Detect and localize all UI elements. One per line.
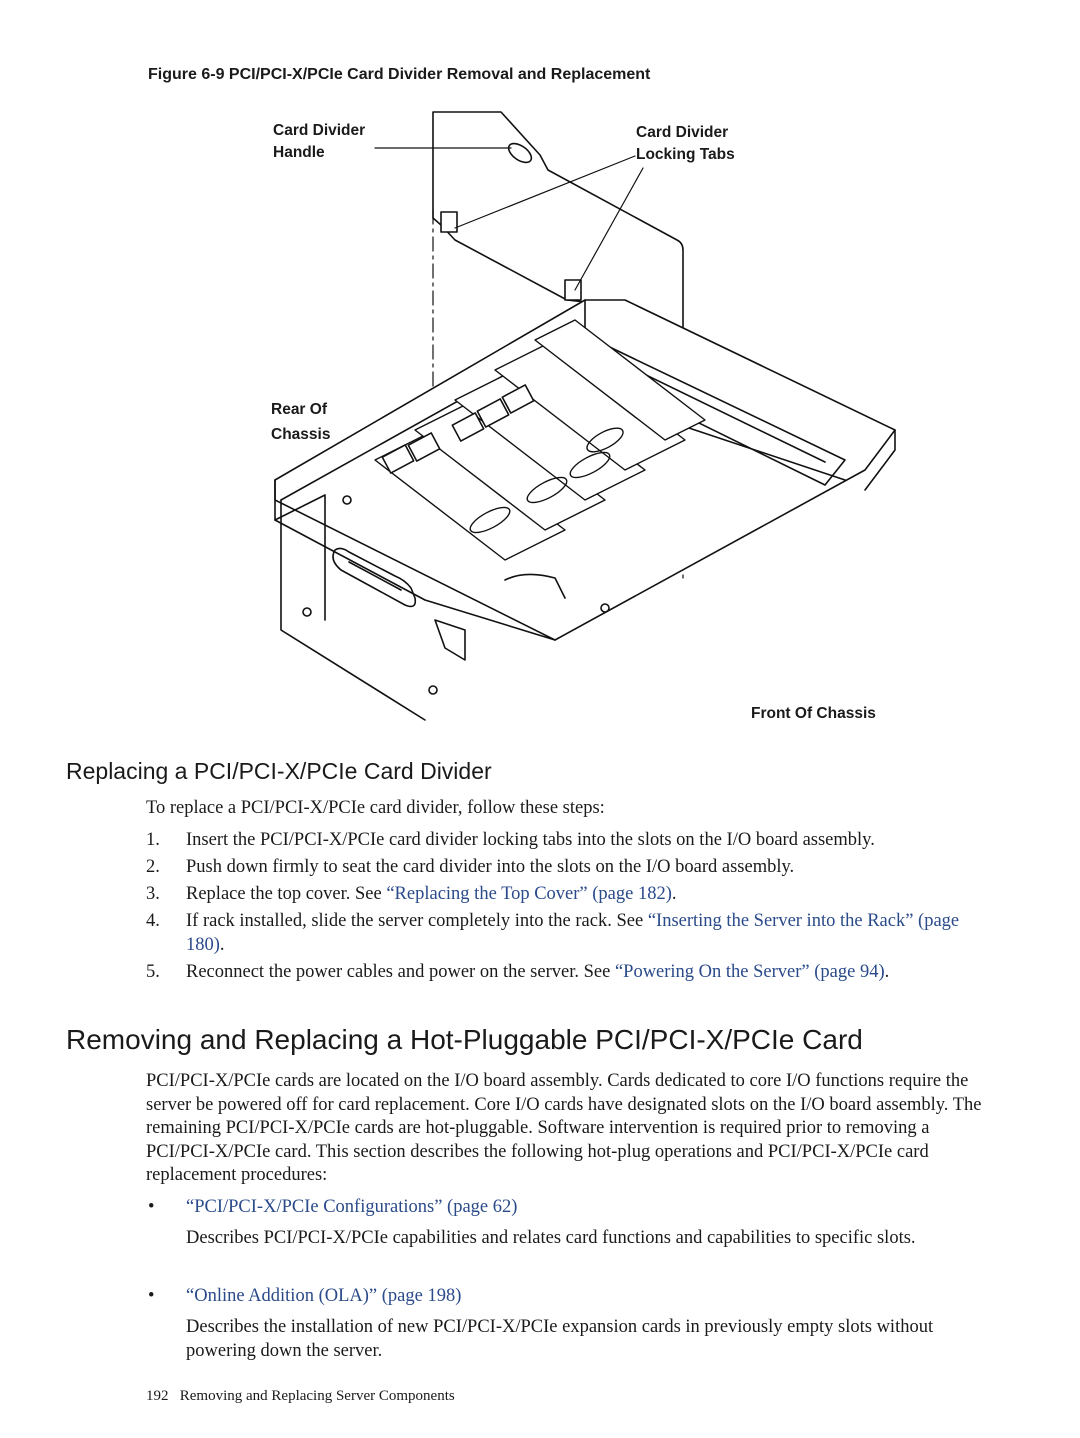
bullet-dot: •: [148, 1197, 155, 1217]
link-inserting-server-into-rack[interactable]: “Inserting the Server into the Rack” (page 180): [186, 911, 960, 955]
step-item: [146, 856, 986, 880]
callout-rear-line1: Rear Of: [271, 401, 327, 418]
link-replacing-top-cover[interactable]: “Replacing the Top Cover” (page 182): [386, 884, 672, 904]
step-text-after: .: [219, 934, 225, 955]
step-number: 5.: [146, 962, 160, 982]
step-item: [146, 910, 986, 957]
step-text-lead: Reconnect the power cables and power on the server. See: [186, 962, 615, 982]
locking-tab-left: [441, 212, 457, 232]
step-number: 2.: [146, 857, 160, 877]
section-heading-hotplug: Removing and Replacing a Hot-Pluggable PCI/PCI-X/PCIe Card: [66, 1024, 863, 1055]
step-number: 1.: [146, 830, 160, 850]
link-powering-on-server[interactable]: “Powering On the Server” (page 94): [614, 962, 885, 982]
replacing-intro: To replace a PCI/PCI-X/PCIe card divider, follow these steps:: [146, 798, 605, 818]
step-text: [186, 910, 986, 957]
step-text: Push down firmly to seat the card divider into the slots on the I/O board assembly.: [186, 857, 795, 877]
step-item: [146, 883, 986, 907]
step-item: [146, 829, 986, 853]
step-text: [186, 883, 986, 907]
step-text-after: .: [671, 884, 677, 904]
link-pci-configurations[interactable]: “PCI/PCI-X/PCIe Configurations” (page 62): [186, 1197, 518, 1217]
footer-chapter-title: Removing and Replacing Server Components: [179, 1388, 455, 1404]
step-item: [146, 961, 986, 985]
bullet-description: Describes PCI/PCI-X/PCIe capabilities and relates card functions and capabilities to specific slots.: [186, 1228, 916, 1248]
step-text-lead: Replace the top cover. See: [186, 884, 387, 904]
callout-front-of-chassis: Front Of Chassis: [751, 705, 876, 722]
callout-tabs-line2: Locking Tabs: [636, 146, 735, 163]
callout-handle-line2: Handle: [273, 144, 325, 161]
figure-caption: Figure 6-9 PCI/PCI-X/PCIe Card Divider Removal and Replacement: [148, 66, 651, 83]
callout-card-divider-handle: [273, 120, 365, 164]
section-heading-replacing: Replacing a PCI/PCI-X/PCIe Card Divider: [66, 758, 492, 784]
page-number: 192: [146, 1388, 169, 1404]
step-number: 3.: [146, 884, 160, 904]
callout-rear-of-chassis: [271, 397, 330, 447]
step-text: Insert the PCI/PCI-X/PCIe card divider locking tabs into the slots on the I/O board assembly.: [186, 830, 875, 850]
bullet-dot: •: [148, 1286, 155, 1306]
step-text-lead: If rack installed, slide the server completely into the rack. See: [186, 911, 648, 931]
step-text-after: .: [884, 962, 890, 982]
card-divider-illustration: [265, 100, 905, 730]
step-number: 4.: [146, 911, 160, 931]
step-text: [186, 961, 986, 985]
callout-rear-line2: Chassis: [271, 426, 331, 443]
callout-card-divider-locking-tabs: [636, 122, 735, 166]
callout-handle-line1: Card Divider: [273, 122, 366, 139]
link-online-addition[interactable]: “Online Addition (OLA)” (page 198): [186, 1286, 462, 1306]
bullet-description: Describes the installation of new PCI/PCI-X/PCIe expansion cards in previously empty slots without powering down the server.: [186, 1317, 934, 1361]
hotplug-intro: PCI/PCI-X/PCIe cards are located on the I/O board assembly. Cards dedicated to core I/O functions require the server be powered off for card replacement. Core I/O cards have designated slots on the I/O board assembly. The remaining PCI/PCI-X/PCIe cards are hot-pluggable. Software intervention is required prior to removing a PCI/PCI-X/PCIe card. This section describes the following hot-plug operations and PCI/PCI-X/PCIe card replacement procedures:: [146, 1071, 982, 1185]
callout-tabs-line1: Card Divider: [636, 124, 729, 141]
page-footer: [146, 1388, 455, 1405]
